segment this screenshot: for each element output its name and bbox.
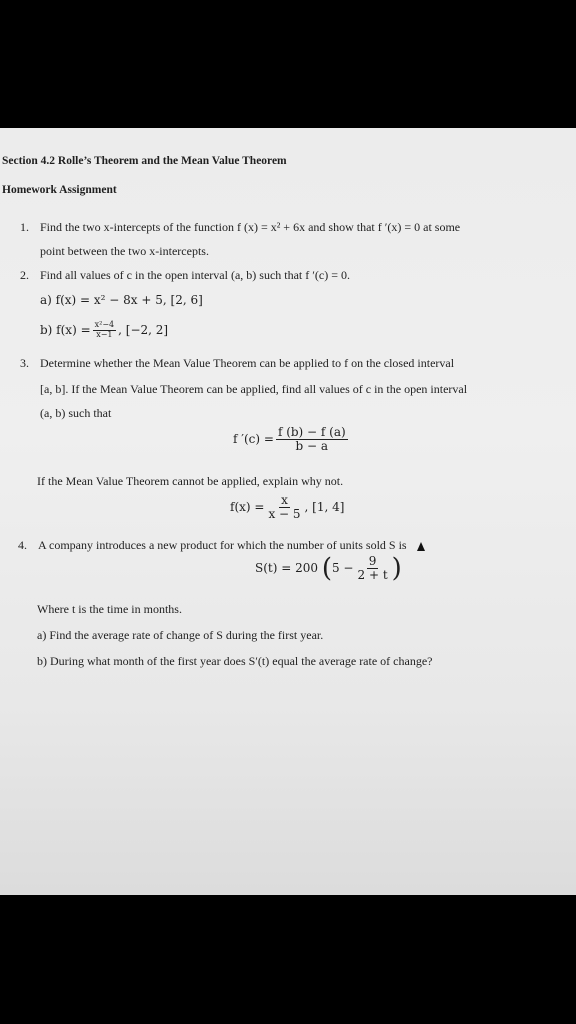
problem-3-function xyxy=(230,494,344,521)
problem-1-text-line2: point between the two x-intercepts. xyxy=(40,244,209,258)
problem-4b: b) During what month of the first year does S′(t) equal the average rate of change? xyxy=(37,654,433,668)
problem-1-text-line1: Find the two x-intercepts of the function f (x) = x² + 6x and show that f ′(x) = 0 at some xyxy=(40,220,461,234)
problem-2-text-line1: Find all values of c in the open interval (a, b) such that f ′(c) = 0. xyxy=(40,268,350,282)
problem-1-number: 1. xyxy=(20,220,29,234)
mvt-formula-fraction xyxy=(276,426,348,453)
mouse-cursor-icon xyxy=(417,542,425,551)
section-title: Section 4.2 Rolle’s Theorem and the Mean Value Theorem xyxy=(2,155,287,167)
problem-2b-denominator: x−1 xyxy=(96,329,113,339)
mvt-formula-lhs: f ′(c) = xyxy=(233,432,274,447)
document-page xyxy=(0,128,576,895)
problem-2b xyxy=(40,321,168,340)
problem-3-number: 3. xyxy=(20,356,29,370)
problem-3-function-fraction xyxy=(266,494,302,521)
mvt-formula-numerator: f (b) − f (a) xyxy=(277,425,346,439)
problem-2a: a) f(x) = x² − 8x + 5, [2, 6] xyxy=(40,293,203,307)
problem-2b-label: b) f(x) = xyxy=(40,322,91,337)
problem-3-function-interval: , [1, 4] xyxy=(304,500,345,515)
sales-formula-denominator: 2 + t xyxy=(357,568,388,583)
mvt-formula-denominator: b − a xyxy=(295,439,329,454)
problem-4-text-line1: A company introduces a new product for which the number of units sold S is xyxy=(38,538,407,552)
sales-formula-numerator: 9 xyxy=(368,554,377,568)
problem-3-text-line1: Determine whether the Mean Value Theorem can be applied to f on the closed interval xyxy=(40,356,455,370)
problem-2-number: 2. xyxy=(20,268,29,282)
problem-2b-fraction xyxy=(93,321,117,340)
problem-3-function-lhs: f(x) = xyxy=(230,500,265,515)
problem-3-text-line2: [a, b]. If the Mean Value Theorem can be applied, find all values of c in the open interval xyxy=(40,382,468,396)
right-paren: ) xyxy=(391,553,402,584)
left-paren: ( xyxy=(321,553,332,584)
problem-3-text-line4: If the Mean Value Theorem cannot be applied, explain why not. xyxy=(37,474,344,488)
problem-3-function-numerator: x xyxy=(281,493,288,507)
mvt-formula xyxy=(233,426,350,453)
assignment-heading: Homework Assignment xyxy=(2,184,117,196)
problem-3-text-line3: (a, b) such that xyxy=(40,406,112,420)
problem-2b-interval: , [−2, 2] xyxy=(118,322,169,337)
problem-3-function-denominator: x − 5 xyxy=(268,507,301,522)
sales-formula-fraction xyxy=(356,555,390,582)
sales-formula-inner: 5 − xyxy=(331,561,354,576)
sales-formula xyxy=(255,555,402,582)
problem-2b-numerator: x²−4 xyxy=(94,320,115,329)
problem-4-number: 4. xyxy=(18,538,27,552)
problem-4-text-line2: Where t is the time in months. xyxy=(37,602,182,616)
problem-4a: a) Find the average rate of change of S during the first year. xyxy=(37,628,324,642)
sales-formula-lhs: S(t) = 200 xyxy=(255,561,318,576)
